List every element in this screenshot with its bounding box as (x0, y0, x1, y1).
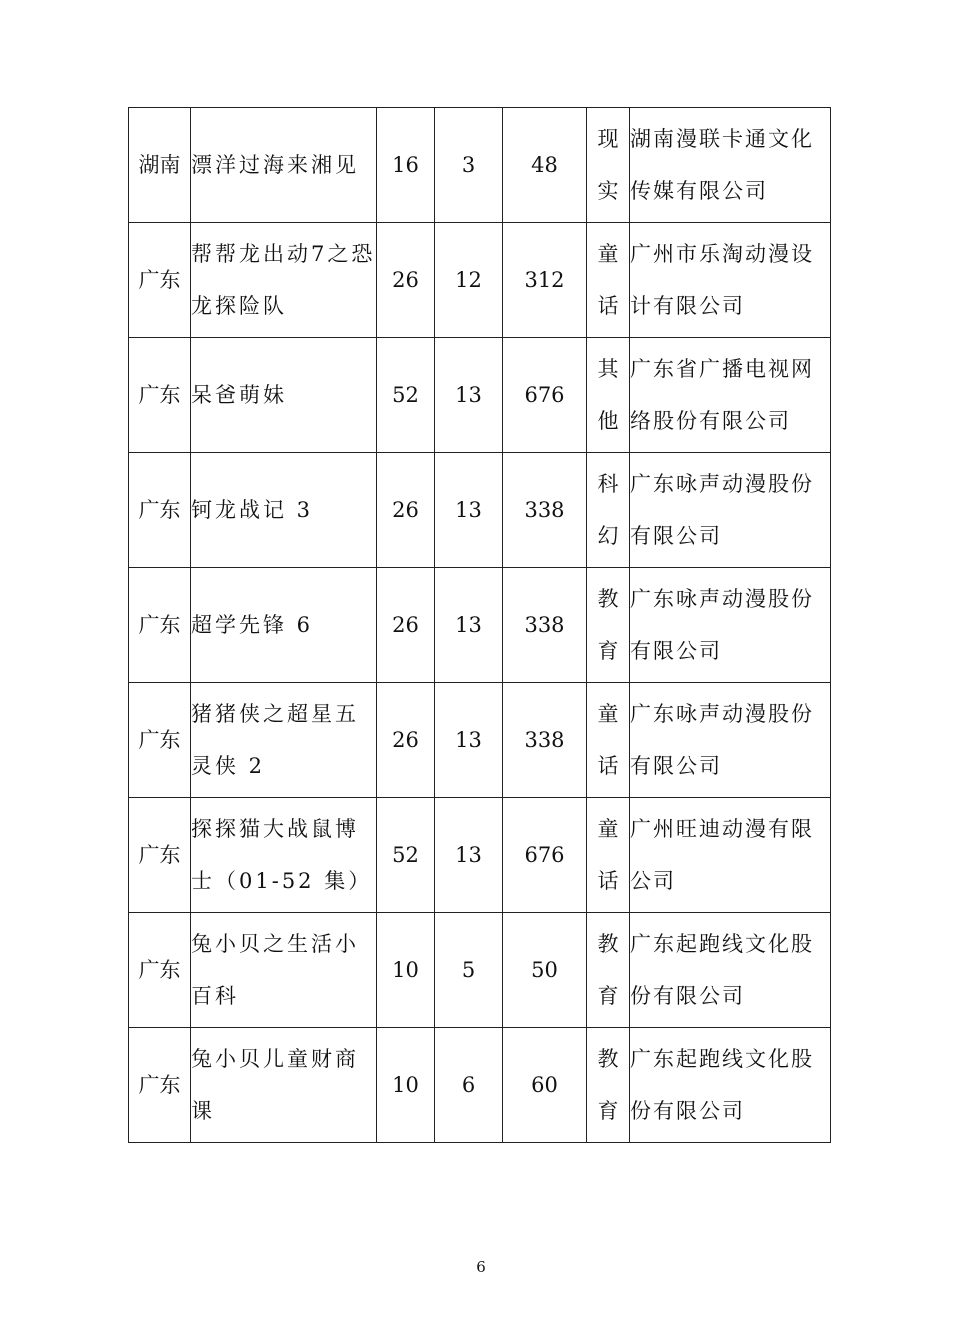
total-minutes-cell: 338 (503, 568, 587, 683)
genre-cell (587, 683, 630, 798)
region-cell: 广东 (129, 568, 191, 683)
title-cell: 超学先锋 6 (191, 568, 377, 683)
total-minutes-cell: 338 (503, 683, 587, 798)
minutes-cell: 3 (435, 108, 503, 223)
minutes-cell: 12 (435, 223, 503, 338)
title-cell: 探探猫大战鼠博士（01-52 集） (191, 798, 377, 913)
episodes-cell: 16 (377, 108, 435, 223)
region-cell: 广东 (129, 683, 191, 798)
genre-text: 科幻 (597, 472, 619, 548)
total-minutes-cell: 338 (503, 453, 587, 568)
animation-list-table (128, 107, 831, 1143)
genre-text: 教育 (597, 587, 619, 663)
company-cell: 广州市乐淘动漫设计有限公司 (630, 223, 831, 338)
table-row (129, 1028, 831, 1143)
region-cell: 广东 (129, 223, 191, 338)
minutes-cell: 13 (435, 568, 503, 683)
table-row (129, 798, 831, 913)
title-cell: 呆爸萌妹 (191, 338, 377, 453)
total-minutes-cell: 60 (503, 1028, 587, 1143)
genre-text: 童话 (597, 817, 619, 893)
total-minutes-cell: 48 (503, 108, 587, 223)
table-row (129, 453, 831, 568)
table-row (129, 338, 831, 453)
episodes-cell: 52 (377, 798, 435, 913)
episodes-cell: 26 (377, 453, 435, 568)
total-minutes-cell: 676 (503, 798, 587, 913)
total-minutes-cell: 676 (503, 338, 587, 453)
company-cell: 广东起跑线文化股份有限公司 (630, 1028, 831, 1143)
genre-cell (587, 913, 630, 1028)
table-row (129, 913, 831, 1028)
minutes-cell: 13 (435, 683, 503, 798)
episodes-cell: 26 (377, 683, 435, 798)
table-row (129, 568, 831, 683)
total-minutes-cell: 50 (503, 913, 587, 1028)
company-cell: 广东省广播电视网络股份有限公司 (630, 338, 831, 453)
episodes-cell: 26 (377, 223, 435, 338)
minutes-cell: 5 (435, 913, 503, 1028)
title-cell: 猪猪侠之超星五灵侠 2 (191, 683, 377, 798)
episodes-cell: 52 (377, 338, 435, 453)
page-number: 6 (476, 1258, 486, 1276)
region-cell: 广东 (129, 913, 191, 1028)
genre-cell (587, 798, 630, 913)
genre-text: 现实 (597, 127, 619, 203)
genre-text: 教育 (597, 932, 619, 1008)
region-cell: 广东 (129, 1028, 191, 1143)
total-minutes-cell: 312 (503, 223, 587, 338)
episodes-cell: 26 (377, 568, 435, 683)
company-cell: 湖南漫联卡通文化传媒有限公司 (630, 108, 831, 223)
episodes-cell: 10 (377, 913, 435, 1028)
genre-cell (587, 568, 630, 683)
title-cell: 帮帮龙出动7之恐龙探险队 (191, 223, 377, 338)
minutes-cell: 6 (435, 1028, 503, 1143)
minutes-cell: 13 (435, 453, 503, 568)
region-cell: 湖南 (129, 108, 191, 223)
title-cell: 钶龙战记 3 (191, 453, 377, 568)
genre-text: 教育 (597, 1047, 619, 1123)
genre-cell (587, 108, 630, 223)
genre-text: 其他 (597, 357, 619, 433)
genre-text: 童话 (597, 702, 619, 778)
title-cell: 兔小贝之生活小百科 (191, 913, 377, 1028)
region-cell: 广东 (129, 338, 191, 453)
title-cell: 兔小贝儿童财商课 (191, 1028, 377, 1143)
genre-cell (587, 338, 630, 453)
company-cell: 广东咏声动漫股份有限公司 (630, 453, 831, 568)
company-cell: 广州旺迪动漫有限公司 (630, 798, 831, 913)
genre-cell (587, 223, 630, 338)
table-row (129, 683, 831, 798)
genre-cell (587, 453, 630, 568)
genre-text: 童话 (597, 242, 619, 318)
title-cell: 漂洋过海来湘见 (191, 108, 377, 223)
company-cell: 广东咏声动漫股份有限公司 (630, 683, 831, 798)
table-row (129, 223, 831, 338)
region-cell: 广东 (129, 453, 191, 568)
table-row (129, 108, 831, 223)
episodes-cell: 10 (377, 1028, 435, 1143)
region-cell: 广东 (129, 798, 191, 913)
genre-cell (587, 1028, 630, 1143)
minutes-cell: 13 (435, 338, 503, 453)
company-cell: 广东咏声动漫股份有限公司 (630, 568, 831, 683)
minutes-cell: 13 (435, 798, 503, 913)
company-cell: 广东起跑线文化股份有限公司 (630, 913, 831, 1028)
